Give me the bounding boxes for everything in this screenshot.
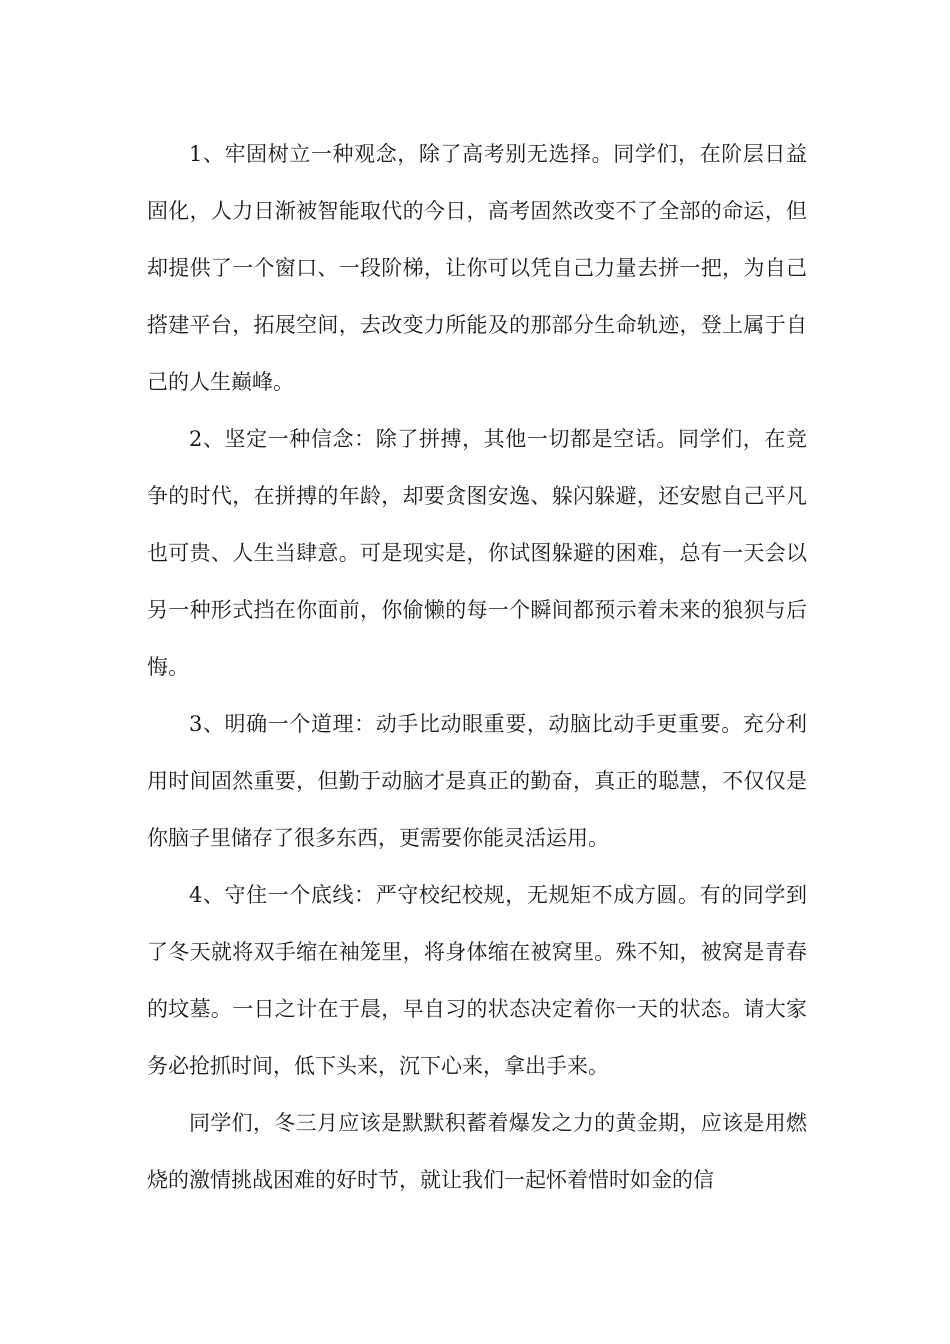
paragraph-4: 4、守住一个底线：严守校纪校规，无规矩不成方圆。有的同学到了冬天就将双手缩在袖笼里，将身体缩在被窝里。殊不知，被窝是青春的坟墓。一日之计在于晨，早自习的状态决定着你一天的状态。请大家务必抢抓时间，低下头来，沉下心来，拿出手来。 <box>147 883 807 1078</box>
document-body <box>147 126 807 1209</box>
paragraph-1: 1、牢固树立一种观念，除了高考别无选择。同学们，在阶层日益固化，人力日渐被智能取代的今日，高考固然改变不了全部的命运，但却提供了一个窗口、一段阶梯，让你可以凭自己力量去拼一把，为自己搭建平台，拓展空间，去改变力所能及的那部分生命轨迹，登上属于自己的人生巅峰。 <box>147 142 807 394</box>
paragraph-3: 3、明确一个道理：动手比动眼重要，动脑比动手更重要。充分利用时间固然重要，但勤于动脑才是真正的勤奋，真正的聪慧，不仅仅是你脑子里储存了很多东西，更需要你能灵活运用。 <box>147 712 807 850</box>
paragraph-2: 2、坚定一种信念：除了拼搏，其他一切都是空话。同学们，在竞争的时代，在拼搏的年龄，却要贪图安逸、躲闪躲避，还安慰自己平凡也可贵、人生当肆意。可是现实是，你试图躲避的困难，总有一天会以另一种形式挡在你面前，你偷懒的每一个瞬间都预示着未来的狼狈与后悔。 <box>147 427 807 679</box>
paragraph-5: 同学们，冬三月应该是默默积蓄着爆发之力的黄金期，应该是用燃烧的激情挑战困难的好时节，就让我们一起怀着惜时如金的信 <box>147 1111 807 1192</box>
